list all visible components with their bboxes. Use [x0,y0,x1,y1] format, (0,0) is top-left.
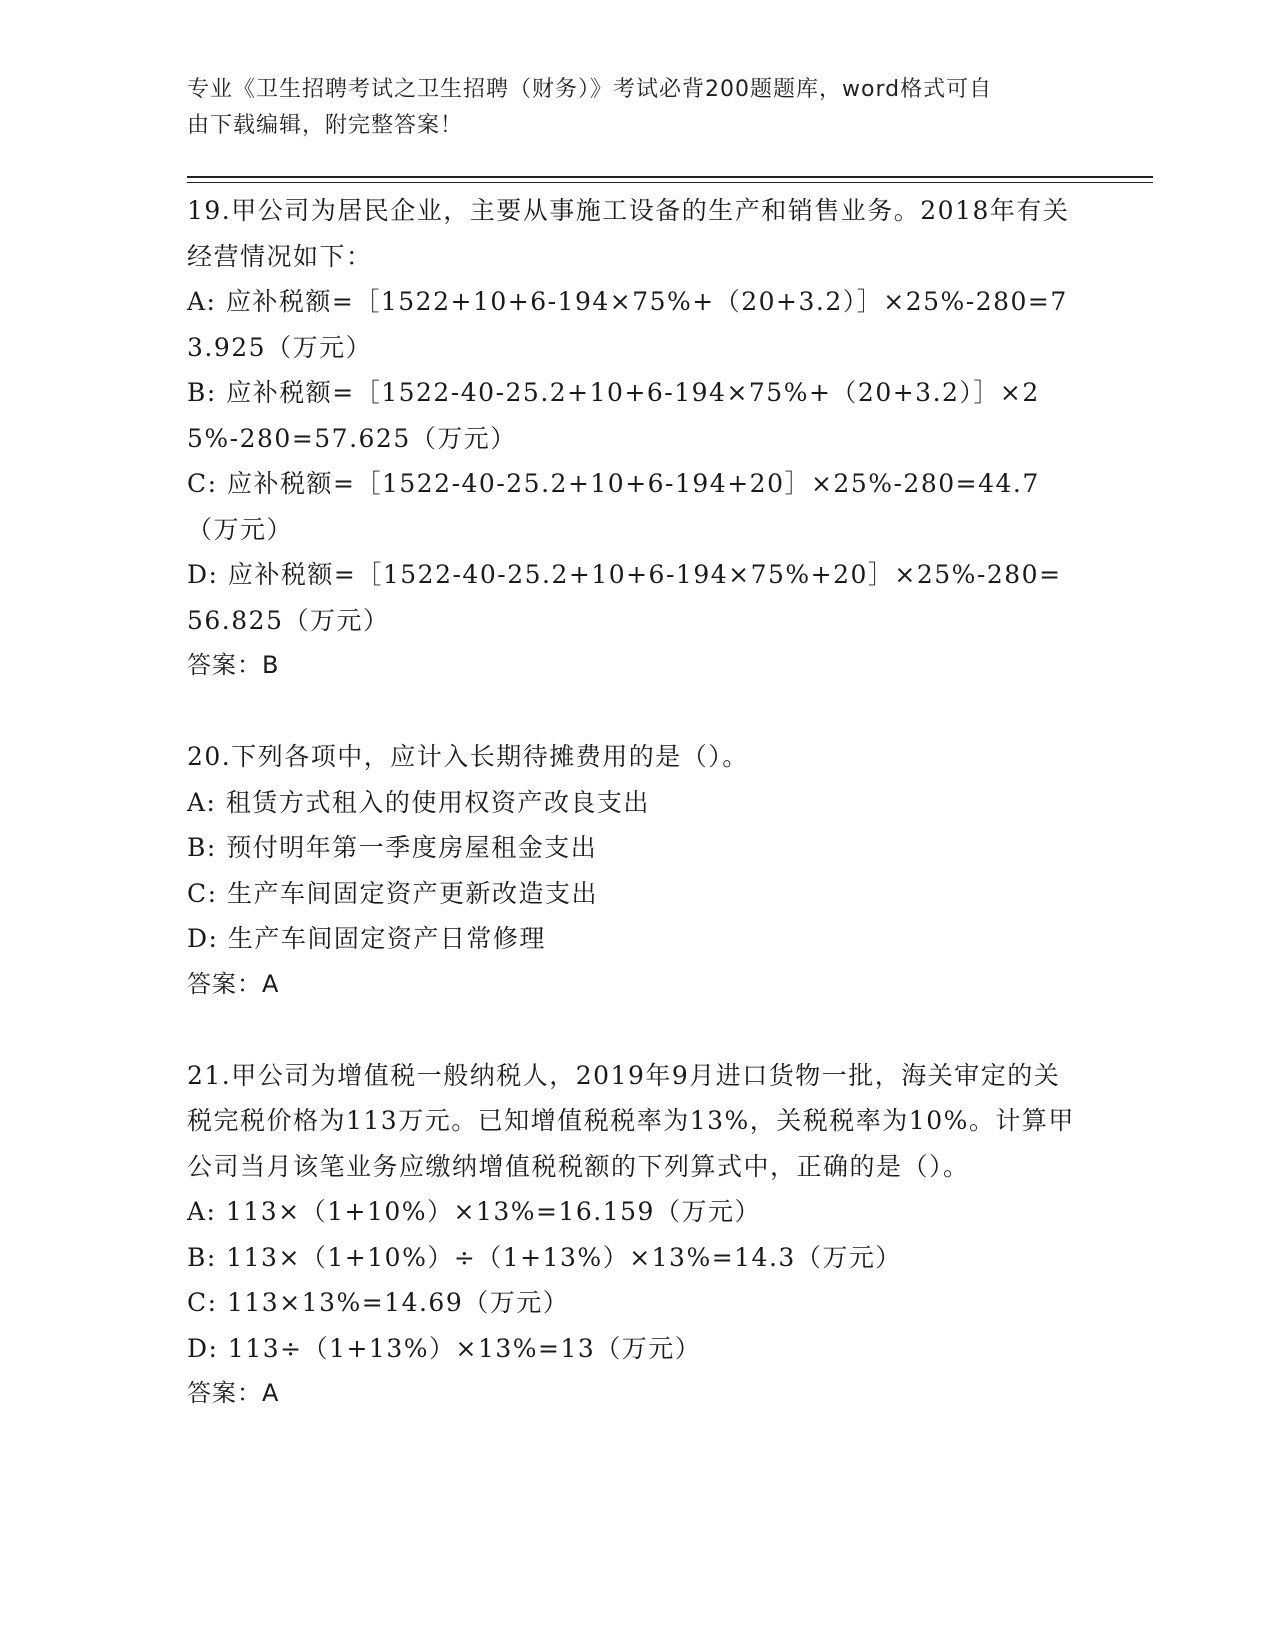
option-c: C: 113×13%=14.69（万元） [187,1288,570,1317]
answer: 答案：A [187,969,280,998]
question-21 [187,1053,1077,1417]
option-b: B: 113×（1+10%）÷（1+13%）×13%=14.3（万元） [187,1242,902,1272]
answer: 答案：B [187,651,280,679]
page-header [187,72,1067,144]
option-d: D: 生产车间固定资产日常修理 [187,924,546,953]
question-stem: 21.甲公司为增值税一般纳税人，2019年9月进口货物一批，海关审定的关税完税价格为113万元。已知增值税税率为13%，关税税率为10%。计算甲公司当月该笔业务应缴纳增值税税额的下列算式中，正确的是（）。 [187,1060,1075,1181]
question-list [187,188,1077,1417]
header-divider-thin [187,182,1153,183]
option-d: D: 应补税额=［1522-40-25.2+10+6-194×75%+20］×25%-280=56.825（万元） [187,560,1062,635]
option-a: A: 应补税额=［1522+10+6-194×75%+（20+3.2）］×25%-280=73.925（万元） [187,287,1068,362]
option-a: A: 113×（1+10%）×13%=16.159（万元） [187,1197,761,1226]
question-stem: 20.下列各项中，应计入长期待摊费用的是（）。 [187,742,749,771]
option-b: B: 应补税额=［1522-40-25.2+10+6-194×75%+（20+3.2）］×25%-280=57.625（万元） [187,378,1040,453]
option-b: B: 预付明年第一季度房屋租金支出 [187,833,598,862]
header-line-1: 专业《卫生招聘考试之卫生招聘（财务）》考试必背200题题库，word格式可自 [187,77,993,102]
question-20 [187,734,1077,1007]
option-a: A: 租赁方式租入的使用权资产改良支出 [187,787,650,817]
question-spacer [187,689,1077,735]
header-divider-thick [187,176,1153,178]
answer: 答案：A [187,1379,280,1407]
question-stem: 19.甲公司为居民企业，主要从事施工设备的生产和销售业务。2018年有关经营情况如下： [187,196,1070,271]
option-d: D: 113÷（1+13%）×13%=13（万元） [187,1333,702,1363]
option-c: C: 应补税额=［1522-40-25.2+10+6-194+20］×25%-280=44.7（万元） [187,469,1040,544]
option-c: C: 生产车间固定资产更新改造支出 [187,878,598,908]
question-spacer [187,1007,1077,1053]
header-line-2: 由下载编辑，附完整答案！ [187,113,464,138]
question-19 [187,188,1077,689]
